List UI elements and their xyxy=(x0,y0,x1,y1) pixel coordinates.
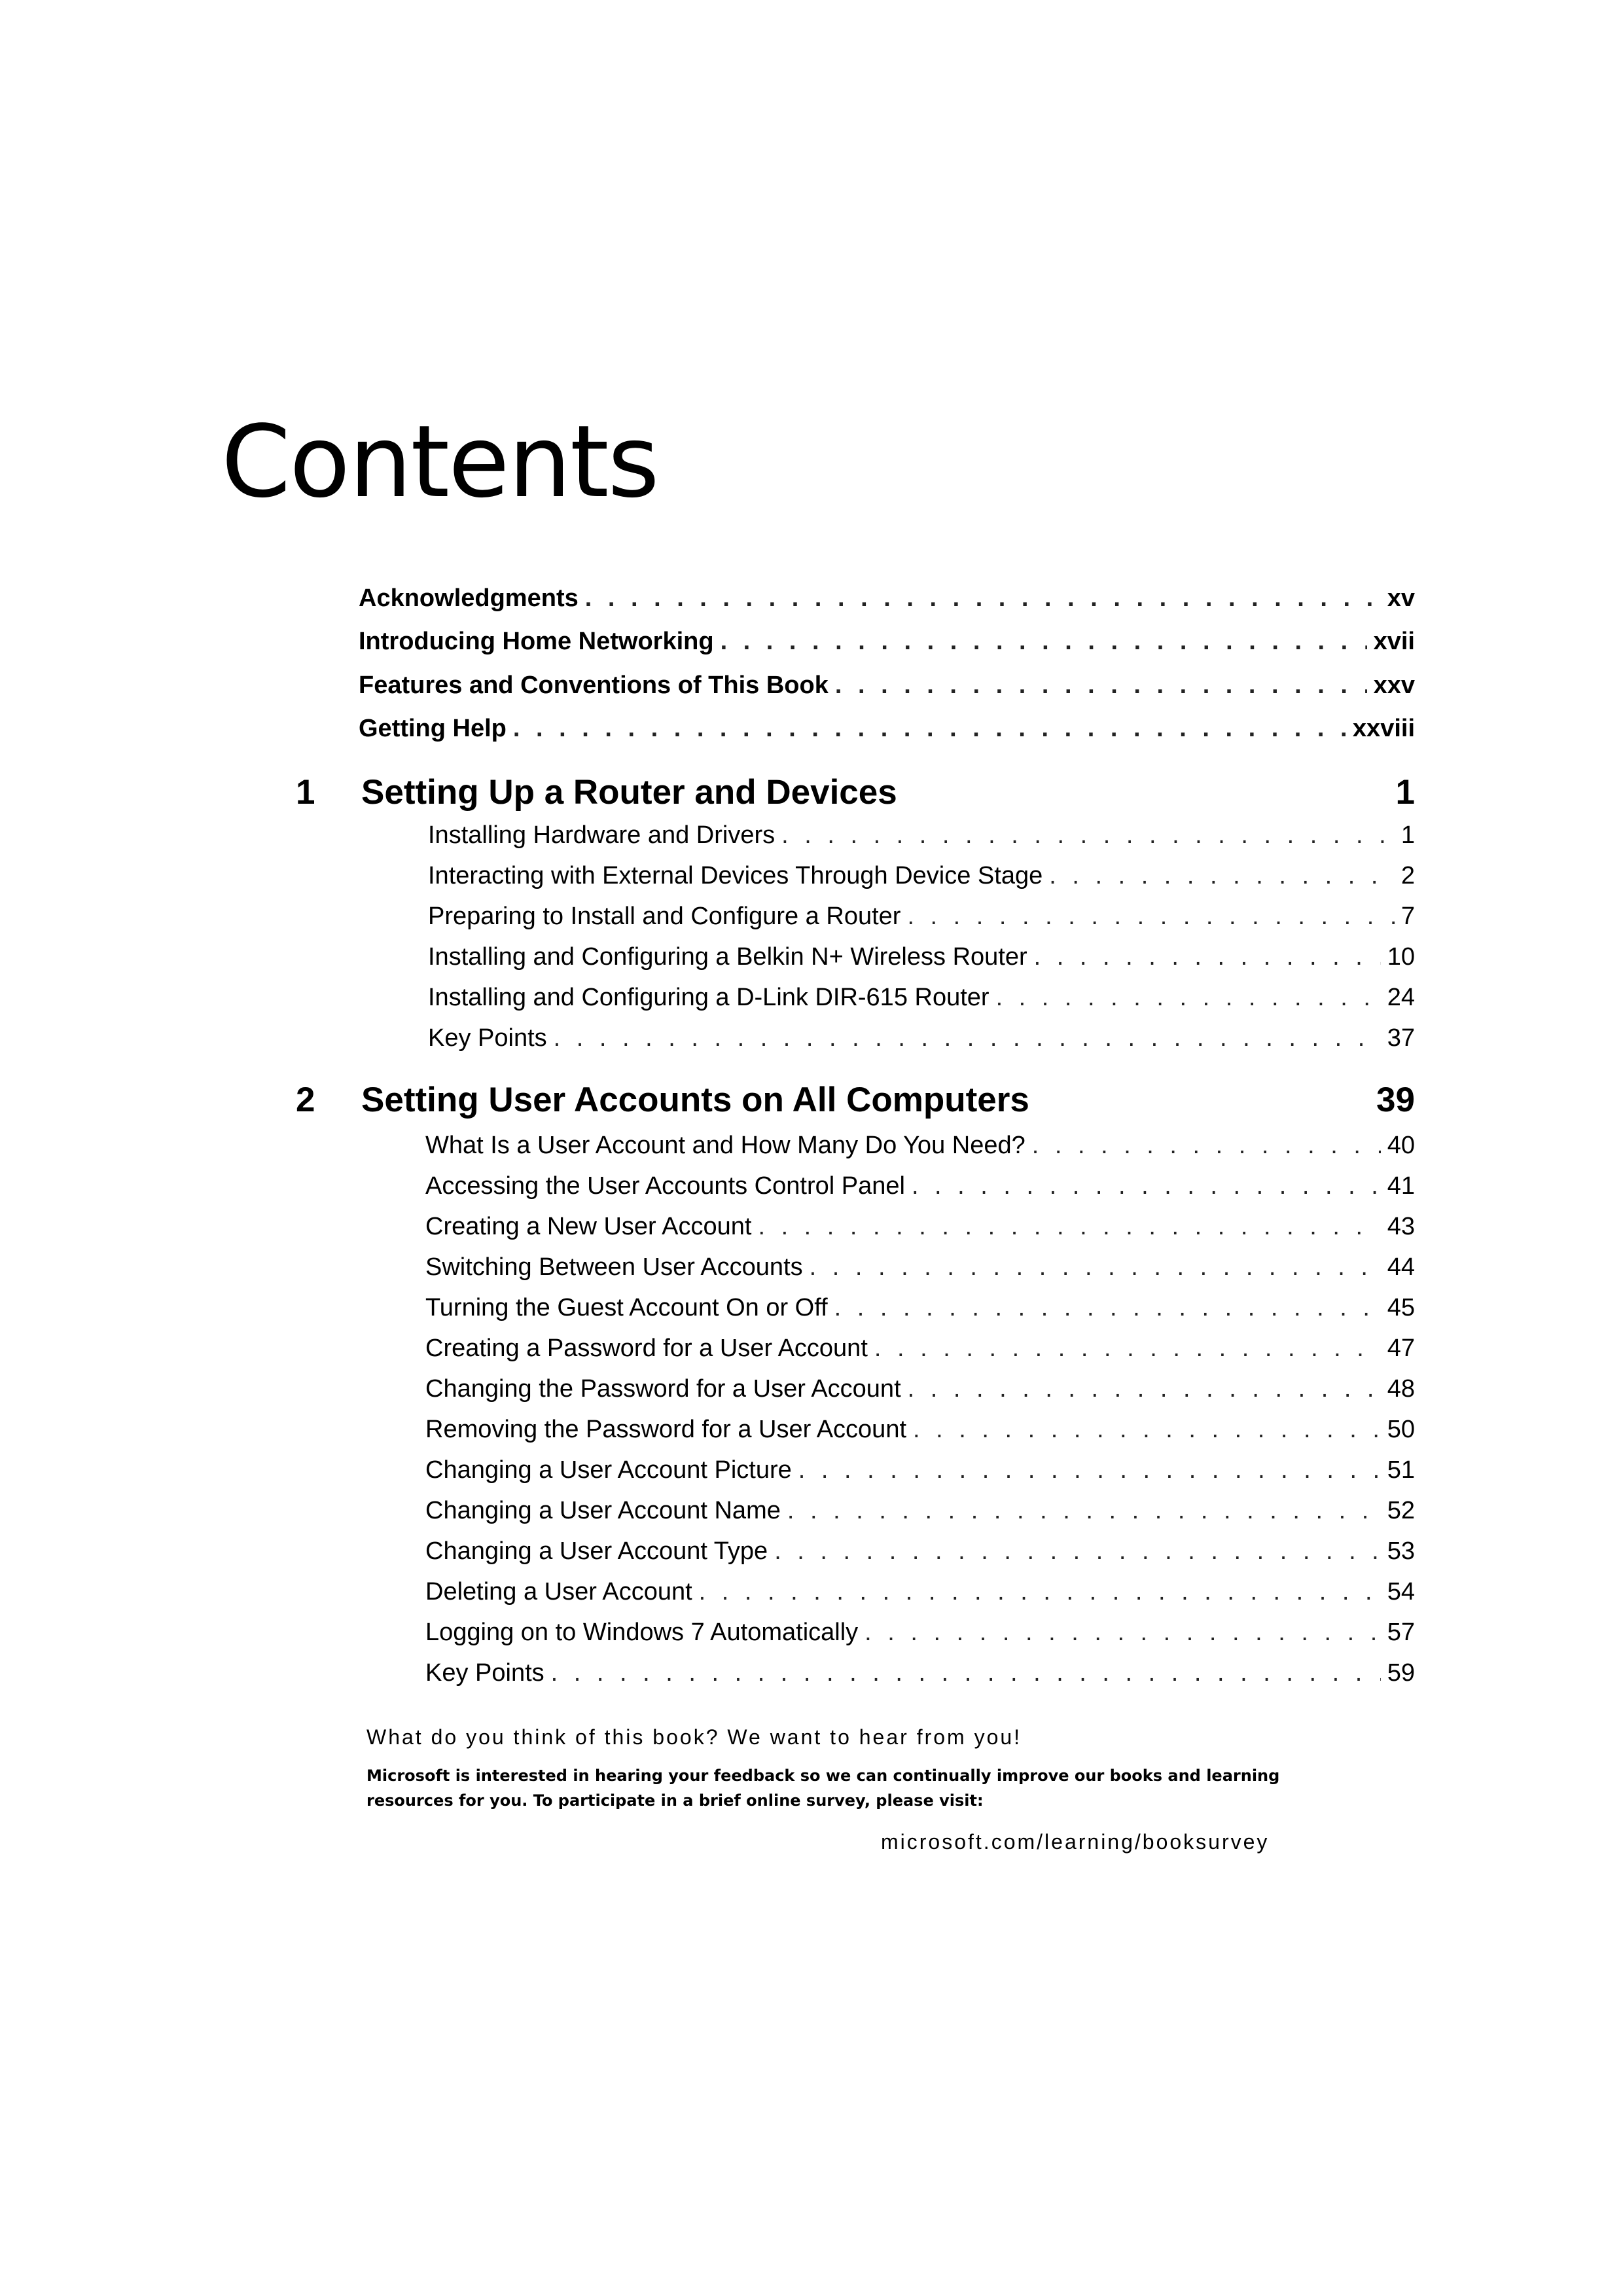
toc-section-page: 10 xyxy=(1387,943,1415,971)
toc-entry-features[interactable] xyxy=(359,672,1415,700)
toc-section[interactable] xyxy=(425,1619,1415,1647)
toc-section-title: Creating a Password for a User Account xyxy=(425,1335,868,1362)
toc-section-title: Interacting with External Devices Through Device Stage xyxy=(428,862,1043,889)
survey-body: Microsoft is interested in hearing your feedback so we can continually improve our books and learning resources for you. To participate in a brief online survey, please visit: xyxy=(366,1767,1280,1810)
survey-link[interactable]: microsoft.com/learning/booksurvey xyxy=(881,1830,1270,1854)
toc-section[interactable] xyxy=(425,1294,1415,1322)
toc-section-page: 53 xyxy=(1387,1537,1415,1565)
toc-entry-getting-help[interactable] xyxy=(359,715,1415,743)
toc-section-title: Installing and Configuring a Belkin N+ Wireless Router xyxy=(428,943,1027,971)
toc-section-page: 41 xyxy=(1387,1172,1415,1200)
toc-section[interactable] xyxy=(428,984,1415,1012)
chapter-1-heading[interactable] xyxy=(296,772,1415,812)
dot-leader xyxy=(912,1172,1381,1200)
toc-section-page: 24 xyxy=(1387,984,1415,1011)
chapter-page: 39 xyxy=(1376,1081,1415,1119)
toc-section-page: 59 xyxy=(1387,1659,1415,1687)
dot-leader xyxy=(874,1335,1381,1363)
toc-section-title: What Is a User Account and How Many Do You Need? xyxy=(425,1132,1026,1159)
dot-leader xyxy=(585,584,1381,613)
dot-leader xyxy=(834,1294,1381,1322)
toc-section[interactable] xyxy=(425,1132,1415,1160)
toc-entry-page: xxv xyxy=(1373,672,1415,699)
toc-entry-page: xv xyxy=(1387,584,1415,612)
toc-section-title: Creating a New User Account xyxy=(425,1213,752,1240)
dot-leader xyxy=(835,672,1367,700)
survey-heading: What do you think of this book? We want to hear from you! xyxy=(366,1725,1022,1749)
chapter-title: Setting User Accounts on All Computers xyxy=(361,1081,1029,1119)
dot-leader xyxy=(513,715,1346,743)
dot-leader xyxy=(1049,862,1395,890)
toc-section-title: Changing a User Account Name xyxy=(425,1497,781,1524)
toc-section-page: 50 xyxy=(1387,1416,1415,1443)
dot-leader xyxy=(907,903,1394,931)
toc-section[interactable] xyxy=(425,1375,1415,1403)
toc-section[interactable] xyxy=(425,1416,1415,1444)
dot-leader xyxy=(1032,1132,1381,1160)
toc-entry-title: Acknowledgments xyxy=(359,584,579,612)
toc-section-title: Key Points xyxy=(425,1659,544,1687)
toc-entry-acknowledgments[interactable] xyxy=(359,584,1415,613)
toc-section[interactable] xyxy=(428,903,1415,931)
toc-section-title: Preparing to Install and Configure a Router xyxy=(428,903,901,930)
toc-section-page: 45 xyxy=(1387,1294,1415,1321)
chapter-number: 1 xyxy=(296,773,315,812)
toc-section[interactable] xyxy=(428,1024,1415,1052)
toc-section-page: 2 xyxy=(1400,862,1415,889)
toc-section-title: Turning the Guest Account On or Off xyxy=(425,1294,828,1321)
toc-section-title: Removing the Password for a User Account xyxy=(425,1416,907,1443)
toc-section[interactable] xyxy=(428,821,1415,850)
dot-leader xyxy=(699,1578,1381,1606)
toc-section-title: Changing a User Account Picture xyxy=(425,1456,792,1484)
toc-section[interactable] xyxy=(425,1537,1415,1566)
toc-entry-page: xvii xyxy=(1373,628,1415,655)
toc-section[interactable] xyxy=(425,1456,1415,1484)
dot-leader xyxy=(913,1416,1381,1444)
dot-leader xyxy=(996,984,1381,1012)
dot-leader xyxy=(865,1619,1381,1647)
dot-leader xyxy=(908,1375,1381,1403)
toc-section[interactable] xyxy=(425,1578,1415,1606)
toc-section-page: 1 xyxy=(1400,821,1415,849)
toc-section-title: Key Points xyxy=(428,1024,547,1052)
dot-leader xyxy=(781,821,1395,850)
toc-section-title: Installing and Configuring a D-Link DIR-615 Router xyxy=(428,984,990,1011)
toc-section[interactable] xyxy=(425,1335,1415,1363)
toc-entry-introducing[interactable] xyxy=(359,628,1415,656)
dot-leader xyxy=(810,1253,1381,1282)
page-title: Contents xyxy=(221,404,658,520)
dot-leader xyxy=(721,628,1367,656)
dot-leader xyxy=(774,1537,1381,1566)
dot-leader xyxy=(798,1456,1381,1484)
toc-section-page: 7 xyxy=(1400,903,1415,930)
toc-section[interactable] xyxy=(425,1497,1415,1525)
toc-section-title: Accessing the User Accounts Control Panel xyxy=(425,1172,905,1200)
toc-section-page: 51 xyxy=(1387,1456,1415,1484)
dot-leader xyxy=(1034,943,1381,971)
toc-section[interactable] xyxy=(428,862,1415,890)
chapter-title: Setting Up a Router and Devices xyxy=(361,773,897,812)
toc-section-title: Changing a User Account Type xyxy=(425,1537,768,1565)
toc-section-page: 48 xyxy=(1387,1375,1415,1403)
toc-section-page: 47 xyxy=(1387,1335,1415,1362)
toc-section-page: 52 xyxy=(1387,1497,1415,1524)
toc-section[interactable] xyxy=(428,943,1415,971)
toc-section-title: Deleting a User Account xyxy=(425,1578,692,1605)
dot-leader xyxy=(787,1497,1381,1525)
toc-section-title: Installing Hardware and Drivers xyxy=(428,821,776,849)
toc-section[interactable] xyxy=(425,1172,1415,1200)
toc-entry-title: Features and Conventions of This Book xyxy=(359,672,829,699)
toc-section-title: Changing the Password for a User Account xyxy=(425,1375,901,1403)
toc-section[interactable] xyxy=(425,1213,1415,1241)
toc-section-page: 54 xyxy=(1387,1578,1415,1605)
chapter-page: 1 xyxy=(1395,773,1415,812)
chapter-number: 2 xyxy=(296,1081,315,1119)
toc-section-page: 37 xyxy=(1387,1024,1415,1052)
toc-section[interactable] xyxy=(425,1659,1415,1687)
chapter-2-heading[interactable] xyxy=(296,1080,1415,1120)
toc-section-title: Logging on to Windows 7 Automatically xyxy=(425,1619,859,1646)
dot-leader xyxy=(554,1024,1381,1052)
toc-entry-title: Introducing Home Networking xyxy=(359,628,714,655)
toc-section-title: Switching Between User Accounts xyxy=(425,1253,803,1281)
toc-section-page: 57 xyxy=(1387,1619,1415,1646)
toc-entry-title: Getting Help xyxy=(359,715,507,742)
toc-section-page: 43 xyxy=(1387,1213,1415,1240)
toc-section-page: 40 xyxy=(1387,1132,1415,1159)
dot-leader xyxy=(758,1213,1380,1241)
toc-section-page: 44 xyxy=(1387,1253,1415,1281)
toc-section[interactable] xyxy=(425,1253,1415,1282)
dot-leader xyxy=(551,1659,1381,1687)
toc-entry-page: xxviii xyxy=(1352,715,1415,742)
